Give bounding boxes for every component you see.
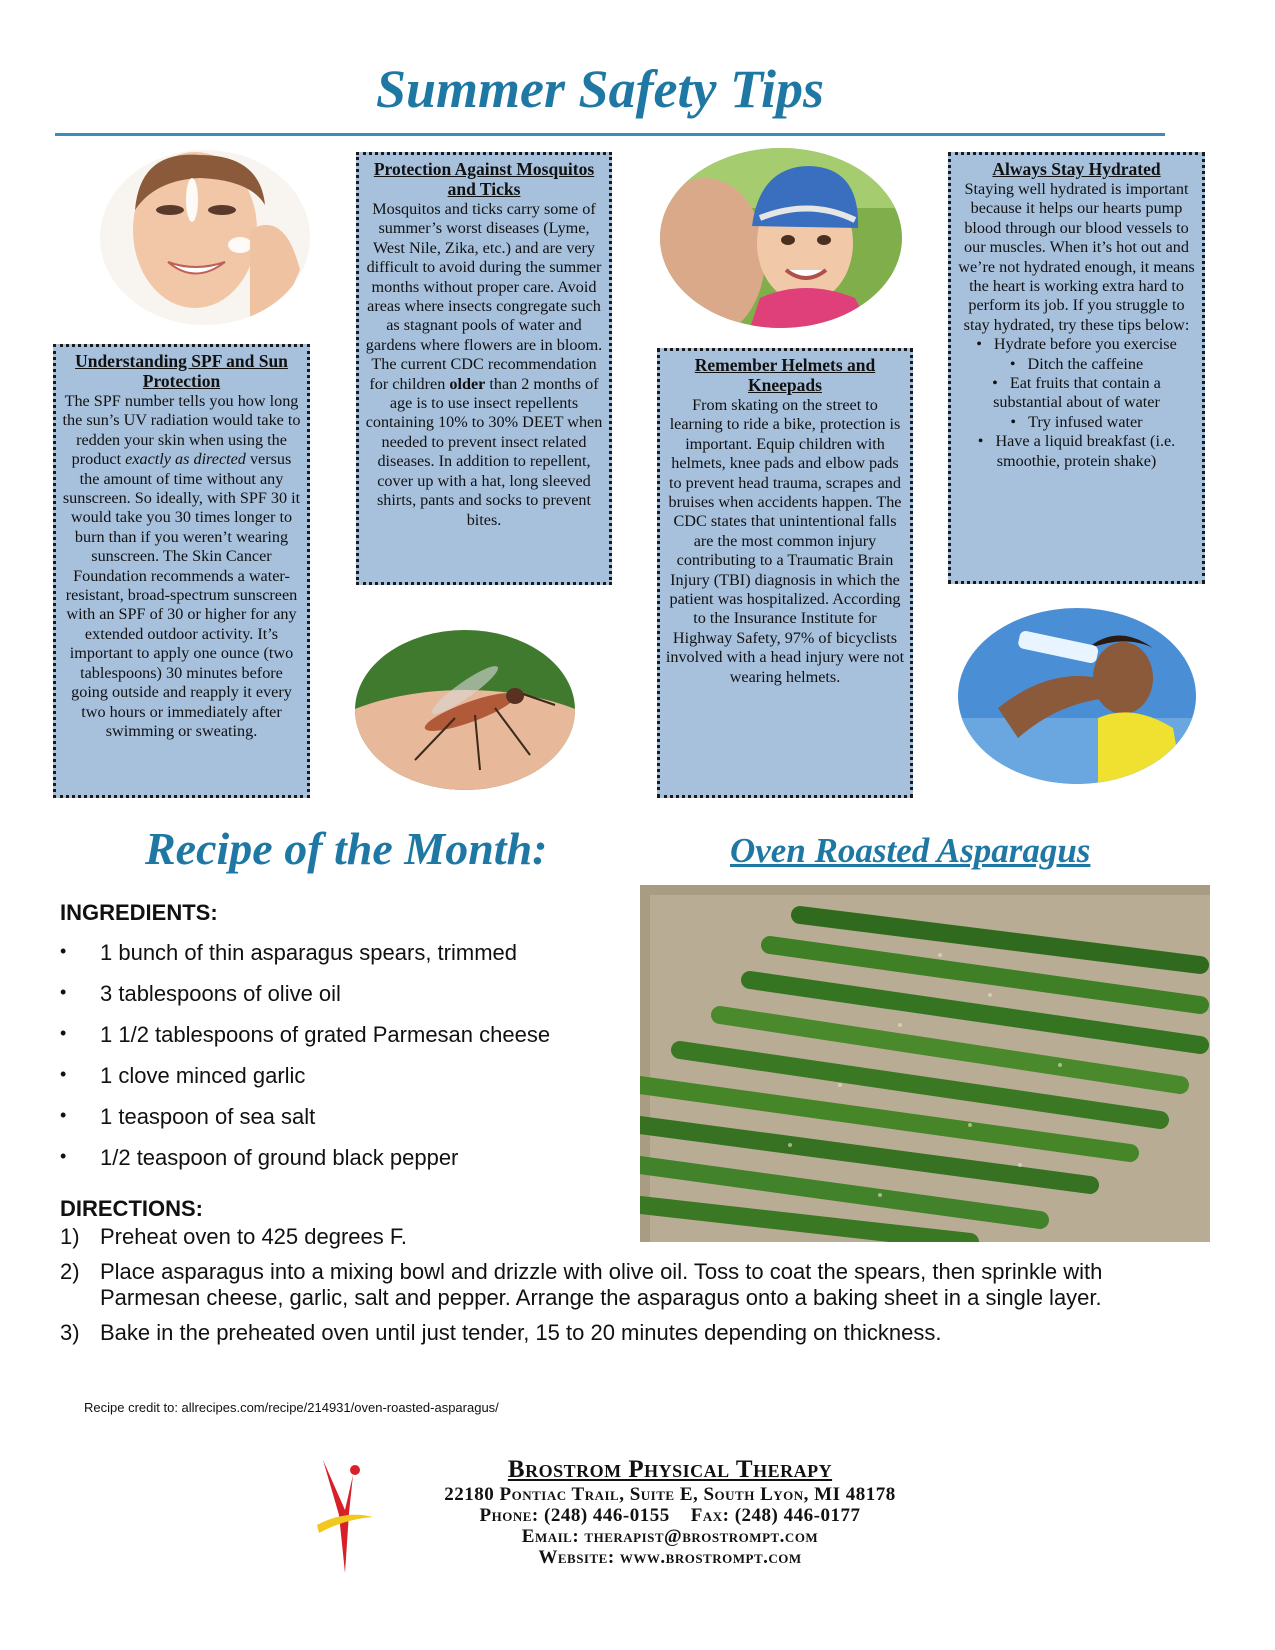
tip-text-hydration: Staying well hydrated is important because it helps our hearts pump blood through our blood vessels to our muscles. When it’s hot out and we’re not hydrated enough, it means the heart is working extra hard to perform its job. If you struggle to stay hydrated, try these tips below: [958,180,1195,334]
ingredient-item: • 1 clove minced garlic [60,1063,550,1104]
hydration-tip: • Have a liquid breakfast (i.e. smoothie, protein shake) [955,432,1198,471]
recipe-heading: Recipe of the Month: [145,823,548,874]
tip-text-helmets: From skating on the street to learning to ride a bike, protection is important. Equip children with helmets, knee pads and elbow pads to prevent head trauma, scrapes and bruises when accidents happen. The CDC states that unintentional falls are the most common injury contributing to a Traumatic Brain Injury (TBI) diagnosis in which the patient was hospitalized. According to the Insurance Institute for Highway Safety, 97% of bicyclists involved with a head injury were not wearing helmets. [665,396,905,686]
tip-heading-sun-protection: Understanding SPF and Sun Protection [75,351,288,391]
tip-heading-helmets: Remember Helmets and Kneepads [694,355,876,395]
ingredient-item: • 3 tablespoons of olive oil [60,981,550,1022]
drinking-water-photo [958,608,1196,784]
ingredients-list [60,940,550,1186]
tip-box-sun-protection [53,344,310,798]
website: Website: www.brostrompt.com [538,1547,802,1568]
footer-contact [370,1456,970,1568]
step-text: Preheat oven to 425 degrees F. [100,1224,407,1249]
tip-box-hydration [948,152,1205,584]
step-number: 1) [60,1224,80,1249]
email: Email: therapist@brostrompt.com [521,1526,819,1547]
hydration-tip: • Ditch the caffeine [955,355,1198,374]
tip-text-sun-protection: The SPF number tells you how long the sun’s UV radiation would take to redden your skin when using the product exactly as directed versus the amount of time without any sunscreen. So ideally, with SPF 30 it would take you 30 times longer to burn than if you weren’t wearing sunscreen. The Skin Cancer Foundation recommends a water-resistant, broad-spectrum sunscreen with an SPF of 30 or higher for any extended outdoor activity. It’s important to apply one ounce (two tablespoons) 30 minutes before going outside and reapply it every two hours or immediately after swimming or sweating. [62,392,301,740]
helmet-photo [660,148,902,328]
tip-text-mosquitos: Mosquitos and ticks carry some of summer’s worst diseases (Lyme, West Nile, Zika, etc.) and are very difficult to avoid during the summer months without proper care. Avoid areas where insects congregate such as stagnant pools of water and gardens where flowers are in bloom. The current CDC recommendation for children older than 2 months of age is to use insect repellents containing 10% to 30% DEET when needed to prevent insect related diseases. In addition to repellent, cover up with a hat, long sleeved shirts, pants and socks to prevent bites. [365,200,603,529]
ingredient-item: • 1 teaspoon of sea salt [60,1104,550,1145]
tip-box-helmets [657,348,913,798]
recipe-credit: Recipe credit to: allrecipes.com/recipe/214931/oven-roasted-asparagus/ [84,1400,499,1415]
ingredient-item: • 1 1/2 tablespoons of grated Parmesan cheese [60,1022,550,1063]
direction-step [60,1259,1140,1311]
direction-step [60,1320,1140,1346]
hydration-tip: • Hydrate before you exercise [955,335,1198,354]
step-number: 3) [60,1320,80,1345]
phone-fax [370,1505,970,1526]
asparagus-photo [640,885,1210,1242]
recipe-name: Oven Roasted Asparagus [730,831,1091,870]
directions-label: DIRECTIONS: [60,1196,203,1221]
address: 22180 Pontiac Trail, Suite E, South Lyon, MI 48178 [444,1484,896,1505]
tip-heading-hydration: Always Stay Hydrated [992,159,1161,179]
ingredient-item: • 1 bunch of thin asparagus spears, trimmed [60,940,550,981]
tip-heading-mosquitos: Protection Against Mosquitos and Ticks [373,159,595,199]
mosquito-photo [355,630,575,790]
hydration-tips-list [955,335,1198,471]
fax: Fax: (248) 446-0177 [690,1505,861,1526]
ingredients-label: INGREDIENTS: [60,900,218,925]
company-name: Brostrom Physical Therapy [507,1456,833,1483]
hydration-tip: • Eat fruits that contain a substantial about of water [955,374,1198,413]
sunscreen-photo [100,150,310,325]
phone: Phone: (248) 446-0155 [479,1505,670,1526]
page-title: Summer Safety Tips [375,59,824,119]
tip-box-mosquitos [356,152,612,585]
hydration-tip: • Try infused water [955,413,1198,432]
directions-list [60,1224,1140,1355]
step-number: 2) [60,1259,80,1284]
ingredient-item: • 1/2 teaspoon of ground black pepper [60,1145,550,1186]
title-divider [55,133,1165,136]
step-text: Place asparagus into a mixing bowl and drizzle with olive oil. Toss to coat the spears, then sprinkle with Parmesan cheese, garlic, salt and pepper. Arrange the asparagus onto a baking sheet in a single layer. [100,1259,1103,1310]
step-text: Bake in the preheated oven until just tender, 15 to 20 minutes depending on thickness. [100,1320,942,1345]
brostrom-logo [315,1455,375,1575]
